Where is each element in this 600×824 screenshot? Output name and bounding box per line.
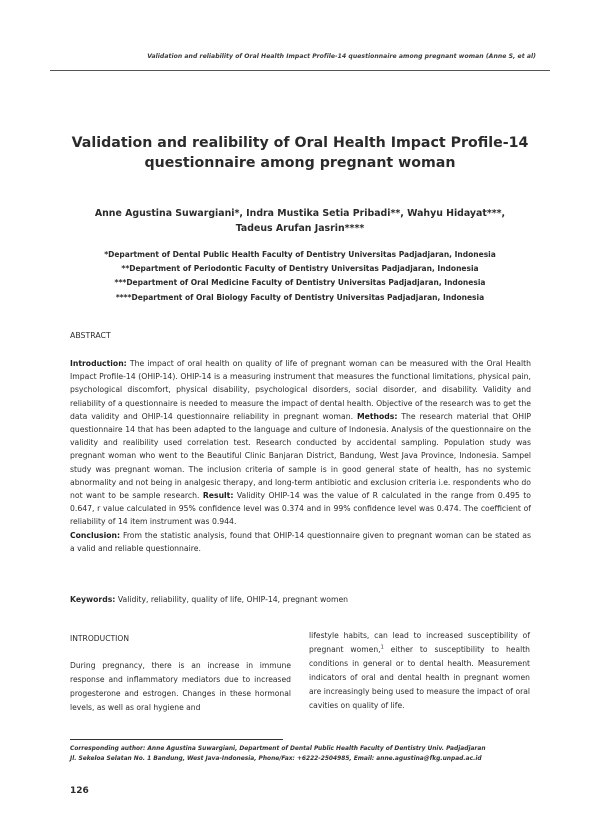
authors-line-2: Tadeus Arufan Jasrin**** bbox=[235, 223, 365, 234]
affiliation-4: ****Department of Oral Biology Faculty of Dentistry Universitas Padjadjaran, Indonesia bbox=[115, 292, 485, 302]
intro-left-column bbox=[70, 632, 291, 715]
conclusion-label: Conclusion: bbox=[70, 530, 121, 540]
introduction-heading: INTRODUCTION bbox=[70, 634, 130, 643]
abstract-heading: ABSTRACT bbox=[70, 331, 111, 340]
keywords-label: Keywords: bbox=[70, 595, 116, 604]
authors-line-1: Anne Agustina Suwargiani*, Indra Mustika Setia Pribadi**, Wahyu Hidayat***, bbox=[94, 208, 506, 219]
result-text: Validity OHIP-14 was the value of R calculated in the range from 0.495 to 0.647, r value calculated in 95% confidence level was 0.374 and in 99% confidence level was 0.474. The coefficient of reliability of 14 item instrument was 0.944. bbox=[70, 491, 531, 527]
article-title bbox=[60, 133, 540, 173]
conclusion-text: From the statistic analysis, found that OHIP-14 questionnaire given to pregnant woman can be stated as a valid and reliable questionnaire. bbox=[70, 530, 531, 553]
affiliation-list bbox=[60, 248, 540, 305]
keywords-text: Validity, reliability, quality of life, OHIP-14, pregnant women bbox=[115, 595, 349, 604]
affiliation-3: ***Department of Oral Medicine Faculty of Dentistry Universitas Padjadjaran, Indonesia bbox=[114, 278, 486, 288]
citation-superscript: 1 bbox=[380, 644, 384, 651]
page-number: 126 bbox=[70, 786, 89, 796]
header-divider bbox=[50, 70, 550, 71]
author-list bbox=[60, 206, 540, 236]
footnote-line-1: Corresponding author: Anne Agustina Suwargiani, Department of Dental Public Health Faculty of Dentistry Univ. Padjadjaran bbox=[70, 746, 486, 752]
methods-label: Methods: bbox=[356, 411, 398, 421]
keywords bbox=[70, 595, 531, 604]
methods-text: The research material that OHIP questionnaire 14 that has been adapted to the language and culture of Indonesia. Analysis of the questionnaire on the validity and realibility used correlation test. Research conducted by accidental sampling. Population study was pregnant woman who went to the Beautiful Clinic Banjaran District, Bandung, West Java Province, Indonesia. Sampel study was pregnant woman. The inclusion criteria of sample is in good general state of health, has no systemic abnormality and not being in analgesic therapy, and long-term antibiotic and exclusion criteria i.e. respondents who do not want to be sample research. bbox=[70, 411, 531, 501]
title-line-1: Validation and realibility of Oral Health Impact Profile-14 bbox=[71, 135, 529, 151]
footnote-divider bbox=[70, 739, 283, 740]
footnote-line-2: Jl. Sekeloa Selatan No. 1 Bandung, West Java-Indonesia, Phone/Fax: +6222-2504985, Email: anne.agustina@fkg.unpad.ac.id bbox=[70, 755, 482, 762]
intro-right-text-b: either to susceptibility to health conditions in general or to dental health. Measurement indicators of oral and dental health in pregnant women are increasingly being used to measure the impact of oral cavities on quality of life. bbox=[309, 644, 530, 710]
introduction-label: Introduction: bbox=[70, 359, 127, 368]
title-line-2: questionnaire among pregnant woman bbox=[144, 155, 456, 171]
affiliation-1: *Department of Dental Public Health Faculty of Dentistry Universitas Padjadjaran, Indonesia bbox=[104, 250, 496, 259]
running-head: Validation and reliability of Oral Health Impact Profile-14 questionnaire among pregnant woman (Anne S, et al) bbox=[147, 53, 536, 60]
corresponding-author-footnote bbox=[70, 745, 531, 765]
intro-left-text: During pregnancy, there is an increase in immune response and inflammatory mediators due to increased progesterone and estrogen. Changes in these hormonal levels, as well as oral hygiene and bbox=[70, 660, 291, 712]
abstract-body bbox=[70, 357, 531, 555]
result-label: Result: bbox=[202, 491, 234, 501]
introduction-text: The impact of oral health on quality of life of pregnant woman can be measured with the Oral Health Impact Profile-14 (OHIP-14). OHIP-14 is a measuring instrument that measures the functional limitations, physical pain, psychological discomfort, physical disability, psychological disorders, social disorder, and disability. Validity and reliability of a questionnaire is needed to measure the impact of dental health. Objective of the research was to get the data validity and OHIP-14 questionnaire reliability in pregnant woman. bbox=[70, 359, 531, 421]
intro-right-text-a: lifestyle habits, can lead to increased susceptibility of pregnant women, bbox=[309, 631, 530, 654]
intro-right-column bbox=[309, 629, 530, 712]
affiliation-2: **Department of Periodontic Faculty of Dentistry Universitas Padjadjaran, Indonesia bbox=[121, 264, 479, 274]
